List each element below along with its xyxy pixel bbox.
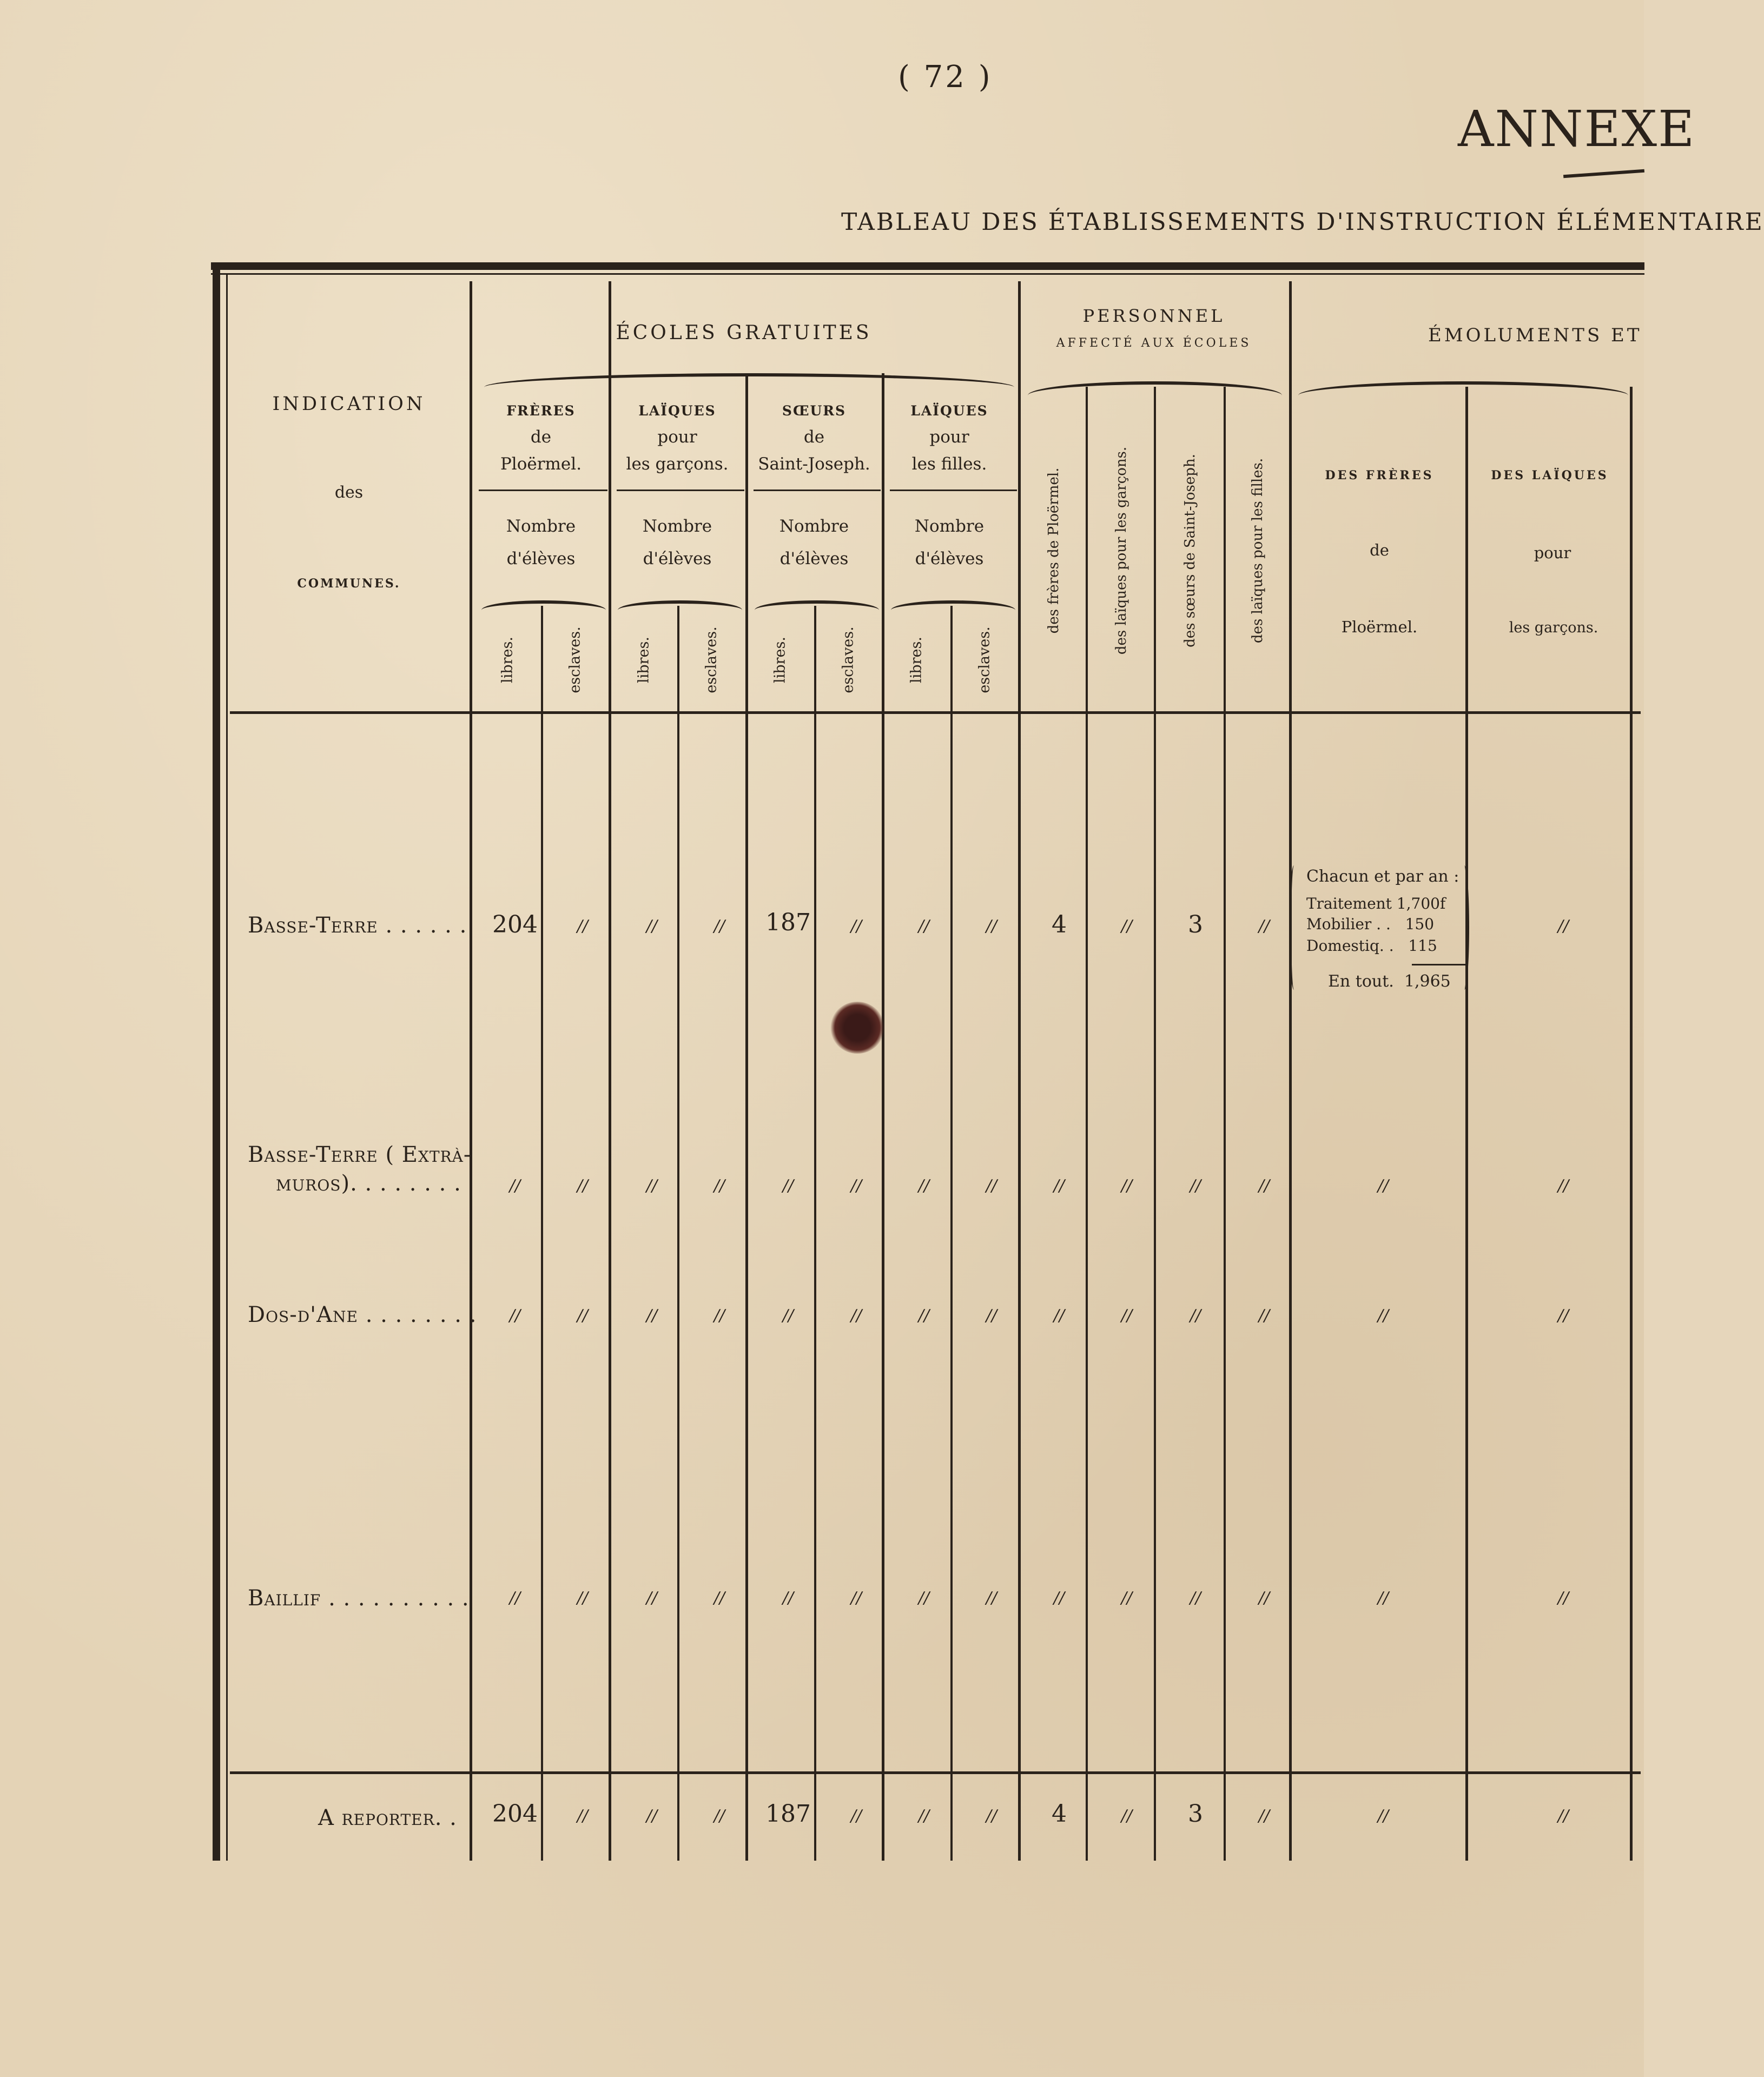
table-cell: //	[646, 1306, 658, 1325]
header-ecoles-gratuites: ÉCOLES GRATUITES	[616, 322, 872, 344]
sub-libres: libres.	[771, 637, 789, 683]
personnel-laiques-garcons: des laïques pour les garçons.	[1113, 446, 1129, 655]
col-divider	[1465, 387, 1468, 1861]
nombre-label: Nombre	[506, 517, 576, 536]
total-cell: //	[1258, 1807, 1270, 1825]
table-cell: //	[1121, 1306, 1133, 1325]
school-rule	[754, 490, 881, 491]
table-cell: 187	[765, 909, 811, 936]
header-communes: COMMUNES.	[297, 577, 401, 591]
table-cell: 3	[1188, 911, 1203, 938]
col-divider	[677, 606, 679, 1861]
table-left-border-thin	[226, 273, 228, 1861]
col-divider	[882, 373, 884, 1861]
table-cell: //	[1377, 1176, 1389, 1195]
table-cell: //	[1377, 1589, 1389, 1608]
table-cell: //	[1557, 917, 1569, 936]
col-divider	[1018, 281, 1021, 1861]
table-cell: //	[1121, 917, 1133, 936]
nombre-label: Nombre	[914, 517, 985, 536]
emol-note-line4: Domestiq. . 115	[1306, 937, 1437, 955]
table-cell: //	[1190, 1176, 1201, 1195]
school-4-line1: LAÏQUES	[910, 403, 988, 419]
table-cell: //	[850, 917, 862, 936]
commune-name: Basse-Terre . . . . . .	[248, 913, 467, 938]
table-cell: //	[1557, 1589, 1569, 1608]
header-personnel: PERSONNEL	[1082, 306, 1225, 326]
table-cell: //	[782, 1176, 794, 1195]
sub-esclaves: esclaves.	[566, 626, 584, 693]
emol-laiques-line1: DES LAÏQUES	[1491, 468, 1609, 482]
total-cell: //	[918, 1807, 930, 1825]
school-3-line1: SŒURS	[782, 403, 847, 419]
school-4-line2: pour	[929, 427, 969, 447]
col-divider	[470, 281, 472, 1861]
table-top-border	[211, 262, 1644, 270]
emol-note-line2: Traitement 1,700f	[1306, 895, 1446, 912]
sub-esclaves: esclaves.	[703, 626, 720, 693]
table-cell: //	[577, 1589, 589, 1608]
emol-sum-rule	[1412, 964, 1466, 965]
total-cell: 204	[492, 1800, 538, 1828]
table-cell: //	[782, 1589, 794, 1608]
commune-name: Basse-Terre ( Extrà-	[248, 1142, 472, 1167]
emol-freres-line3: Ploërmel.	[1341, 618, 1418, 636]
col-divider	[1289, 281, 1292, 1861]
table-cell: //	[713, 1176, 725, 1195]
emol-note-total: En tout. 1,965	[1328, 972, 1451, 991]
school-rule	[617, 490, 744, 491]
table-cell: //	[509, 1589, 521, 1608]
personnel-laiques-filles: des laïques pour les filles.	[1250, 458, 1266, 644]
school-rule	[479, 490, 607, 491]
eleves-label: d'élèves	[779, 549, 849, 568]
table-cell: //	[1053, 1306, 1065, 1325]
total-cell: //	[850, 1807, 862, 1825]
table-cell: //	[1557, 1176, 1569, 1195]
emol-freres-line1: DES FRÈRES	[1325, 468, 1434, 482]
table-cell: //	[646, 1589, 658, 1608]
table-top-border-thin	[211, 273, 1644, 275]
emol-laiques-line3: les garçons.	[1509, 619, 1598, 636]
table-cell: //	[1121, 1176, 1133, 1195]
table-cell: //	[1053, 1176, 1065, 1195]
school-2-line2: pour	[657, 427, 697, 447]
table-cell: //	[918, 1176, 930, 1195]
table-cell: //	[577, 917, 589, 936]
col-divider	[1630, 387, 1633, 1861]
school-1-line2: de	[530, 427, 552, 447]
header-des: des	[334, 483, 364, 502]
emol-laiques-line2: pour	[1534, 544, 1571, 562]
header-personnel-sub: AFFECTÉ AUX ÉCOLES	[1056, 336, 1252, 350]
nombre-label: Nombre	[779, 517, 849, 536]
table-cell: //	[509, 1306, 521, 1325]
sub-libres: libres.	[908, 637, 925, 683]
school-4-line3: les filles.	[911, 454, 987, 474]
table-cell: //	[986, 1306, 997, 1325]
total-cell: //	[1557, 1807, 1569, 1825]
brace-left	[1289, 865, 1299, 990]
emol-note-line1: Chacun et par an :	[1306, 867, 1459, 886]
emol-note-line3: Mobilier . . 150	[1306, 915, 1435, 933]
col-divider	[814, 606, 816, 1861]
table-cell: //	[1258, 1176, 1270, 1195]
sub-libres: libres.	[635, 637, 652, 683]
total-label: A reporter. .	[318, 1805, 457, 1830]
col-divider	[1224, 387, 1226, 1861]
school-2-line3: les garçons.	[626, 454, 729, 474]
table-cell: //	[986, 917, 997, 936]
table-cell: //	[1258, 1306, 1270, 1325]
sub-esclaves: esclaves.	[840, 626, 857, 693]
table-cell: //	[646, 917, 658, 936]
page-number: ( 72 )	[898, 59, 993, 95]
commune-name-cont: muros). . . . . . . .	[276, 1171, 461, 1196]
ink-stain	[830, 1002, 884, 1054]
header-indication: INDICATION	[272, 393, 426, 415]
table-cell: //	[850, 1176, 862, 1195]
school-rule	[890, 490, 1017, 491]
school-3-line3: Saint-Joseph.	[758, 454, 870, 474]
table-cell: //	[1053, 1589, 1065, 1608]
table-cell: //	[1258, 917, 1270, 936]
sub-esclaves: esclaves.	[976, 626, 993, 693]
brace-right	[1459, 865, 1469, 990]
table-cell: //	[986, 1589, 997, 1608]
table-cell: //	[1190, 1589, 1201, 1608]
total-cell: 4	[1052, 1800, 1067, 1828]
emol-freres-line2: de	[1370, 541, 1389, 559]
school-1-line1: FRÈRES	[506, 403, 576, 419]
table-cell: //	[850, 1306, 862, 1325]
table-title: TABLEAU DES ÉTABLISSEMENTS D'INSTRUCTION ÉLÉMENTAIRE	[841, 208, 1764, 236]
school-1-line3: Ploërmel.	[500, 454, 582, 474]
table-cell: //	[986, 1176, 997, 1195]
total-cell: //	[986, 1807, 997, 1825]
col-divider	[1086, 387, 1088, 1861]
table-cell: //	[918, 1589, 930, 1608]
table-cell: //	[918, 917, 930, 936]
total-rule	[230, 1771, 1641, 1774]
table-cell: //	[782, 1306, 794, 1325]
table-cell: //	[1557, 1306, 1569, 1325]
total-cell: //	[646, 1807, 658, 1825]
table-cell: //	[577, 1306, 589, 1325]
table-cell: //	[850, 1589, 862, 1608]
annexe-title: ANNEXE	[1458, 100, 1696, 158]
total-cell: //	[577, 1807, 589, 1825]
commune-name: Baillif . . . . . . . . . .	[248, 1586, 470, 1611]
total-cell: 187	[765, 1800, 811, 1828]
header-emoluments: ÉMOLUMENTS ET	[1428, 325, 1642, 346]
total-cell: //	[1121, 1807, 1133, 1825]
eleves-label: d'élèves	[915, 549, 984, 568]
col-divider	[609, 281, 611, 1861]
table-cell: //	[509, 1176, 521, 1195]
table-cell: 4	[1052, 911, 1067, 938]
col-divider	[541, 606, 543, 1861]
table-cell: //	[1190, 1306, 1201, 1325]
table-cell: //	[577, 1176, 589, 1195]
school-3-line2: de	[803, 427, 825, 447]
sub-libres: libres.	[499, 637, 516, 683]
school-2-line1: LAÏQUES	[638, 403, 716, 419]
header-bottom-rule	[230, 711, 1641, 714]
table-cell: //	[713, 1306, 725, 1325]
total-cell: 3	[1188, 1800, 1203, 1828]
table-cell: //	[1377, 1306, 1389, 1325]
table-cell: //	[713, 917, 725, 936]
personnel-soeurs: des sœurs de Saint-Joseph.	[1182, 454, 1198, 647]
table-cell: //	[646, 1176, 658, 1195]
table-cell: //	[918, 1306, 930, 1325]
col-divider	[950, 606, 953, 1861]
col-divider	[1154, 387, 1156, 1861]
personnel-freres: des frères de Ploërmel.	[1046, 467, 1062, 634]
table-cell: //	[1258, 1589, 1270, 1608]
commune-name: Dos-d'Ane . . . . . . . .	[248, 1302, 477, 1327]
total-cell: //	[1377, 1807, 1389, 1825]
table-cell: 204	[492, 911, 538, 938]
total-cell: //	[713, 1807, 725, 1825]
table-cell: //	[713, 1589, 725, 1608]
table-cell: //	[1121, 1589, 1133, 1608]
eleves-label: d'élèves	[643, 549, 712, 568]
table-left-border	[213, 262, 220, 1861]
col-divider	[745, 373, 748, 1861]
eleves-label: d'élèves	[506, 549, 576, 568]
nombre-label: Nombre	[642, 517, 712, 536]
